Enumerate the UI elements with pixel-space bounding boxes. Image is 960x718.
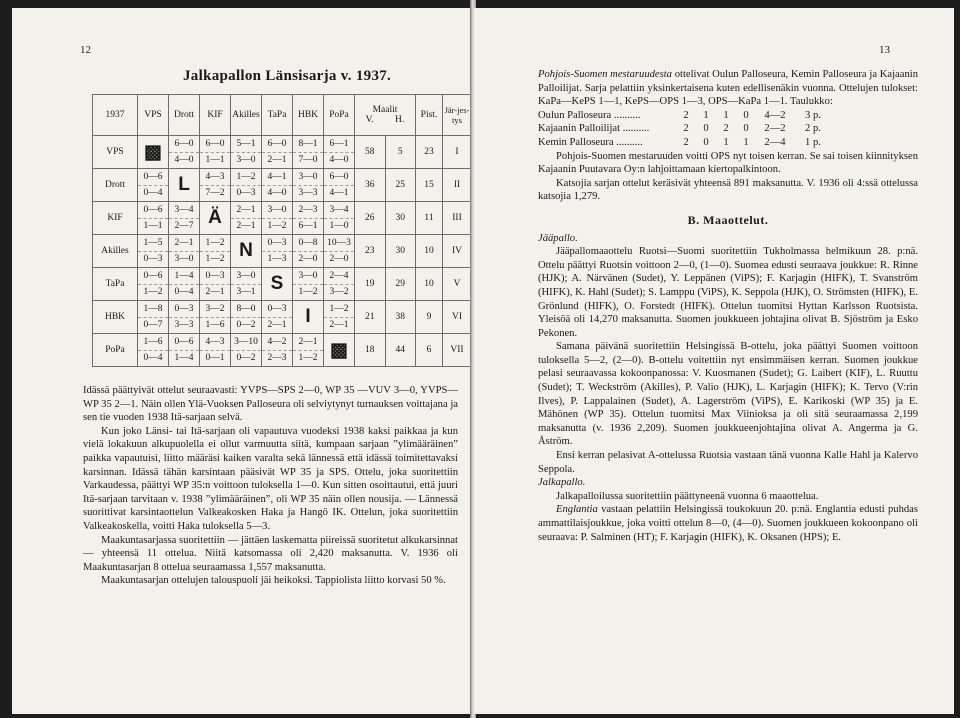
standings-drawn: 1 (723, 109, 729, 121)
rank: III (443, 202, 472, 235)
paragraph: Maakuntasarjassa suoritettiin — jättäen laskematta piireissä suoritetut alkukarsinnat — yhteensä 11 ottelua. Niitä katsomassa oli 2,420 maksanutta. V. 1936 oli Maakuntasarjan 8 ottelua seuraamassa 1,557 maksanutta. (83, 534, 458, 573)
match-result-cell (138, 334, 169, 367)
standings-won: 0 (703, 136, 709, 148)
goals-against: 30 (385, 202, 416, 235)
match-result-cell (169, 202, 200, 235)
match-score: 8—1 (293, 136, 323, 153)
left-page (12, 8, 473, 714)
rank: I (443, 136, 472, 169)
points: 15 (416, 169, 443, 202)
standings-points: 1 p. (805, 136, 821, 148)
maalit-v-label: V. (365, 115, 374, 125)
match-score: 4—3 (200, 169, 230, 186)
match-result-cell (231, 301, 262, 334)
col-header: TaPa (262, 95, 293, 136)
match-score: 6—1 (324, 136, 354, 153)
match-result-cell (293, 202, 324, 235)
match-score: 2—7 (174, 221, 194, 232)
match-score: 2—4 (324, 268, 354, 285)
match-score: 0—6 (138, 169, 168, 186)
rank: II (443, 169, 472, 202)
diagonal-letter: I (293, 301, 324, 334)
match-result-cell (324, 268, 355, 301)
table-row (93, 136, 472, 169)
goals-against: 38 (385, 301, 416, 334)
match-result-cell (200, 136, 231, 169)
match-score: 0—8 (293, 235, 323, 252)
match-score: 4—3 (200, 334, 230, 351)
match-result-cell (293, 169, 324, 202)
match-result-cell (138, 235, 169, 268)
match-result-cell (200, 235, 231, 268)
match-score: 1—1 (143, 221, 163, 232)
match-score: 0—3 (262, 301, 292, 318)
points: 11 (416, 202, 443, 235)
match-score: 3—0 (236, 155, 256, 166)
match-score: 0—2 (236, 353, 256, 364)
team-name: TaPa (93, 268, 138, 301)
rank: V (443, 268, 472, 301)
match-result-cell (200, 334, 231, 367)
paragraph: Kun joko Länsi- tai Itä-sarjaan oli vapautuva vuodeksi 1938 kaksi paikkaa ja kun vielä lokakuun alkupuolella ei ollut varmuutta siitä, kumpaan sarjaan ”ylimääräinen” paikka vapautuisi, liitto määräsi kaiken varalta sekä lännessä että idässä toimitettavaksi karsinnan. Idässä tähän karsintaan pääsivät WP 35 ja SPS. Ottelu, joka suoritettiin Varkaudessa, päättyi WP 35:n voittoon tuloksella 1—0. Kun sitten osoittautui, että juuri Itä-sarjaan tarvitaan v. 1938 ”ylimääräinen”, oli WP 35 näin ollen nousija. — Lännessä suorittivat karsintaottelun Valkeakosken Haka ja Hangö IK. Ottelun, joka suoritettiin Valkeakoskella, voitti Haka tuloksella 5—3. (83, 425, 458, 532)
match-score: 6—0 (324, 169, 354, 186)
match-result-cell (231, 169, 262, 202)
match-result-cell (138, 169, 169, 202)
page-number: 12 (80, 44, 91, 56)
match-score: 3—3 (298, 188, 318, 199)
match-score: 1—2 (205, 254, 225, 265)
goals-for: 21 (355, 301, 386, 334)
team-name: PoPa (93, 334, 138, 367)
table-body (93, 136, 472, 367)
match-score: 2—3 (293, 202, 323, 219)
match-score: 8—0 (231, 301, 261, 318)
results-table (92, 94, 472, 367)
right-page (474, 8, 954, 714)
match-result-cell (169, 334, 200, 367)
standings-team: Oulun Palloseura .......... (538, 109, 641, 121)
points: 23 (416, 136, 443, 169)
standings-points: 3 p. (805, 109, 821, 121)
year-cell: 1937 (93, 95, 138, 136)
match-score: 6—0 (169, 136, 199, 153)
left-body-text (83, 384, 458, 588)
match-score: 2—0 (298, 254, 318, 265)
col-header: PoPa (324, 95, 355, 136)
standings-team: Kajaanin Palloilijat .......... (538, 123, 650, 135)
rank: VII (443, 334, 472, 367)
paragraph: Maakuntasarjan ottelujen talouspuoli jäi heikoksi. Tappiolista liitto korvasi 50 %. (101, 575, 446, 587)
match-score: 2—1 (236, 221, 256, 232)
match-result-cell (169, 301, 200, 334)
match-score: 0—1 (205, 353, 225, 364)
diagonal-letter: L (169, 169, 200, 202)
match-result-cell (293, 334, 324, 367)
table-row (93, 169, 472, 202)
section-heading: B. Maaottelut. (687, 212, 769, 227)
match-result-cell (169, 268, 200, 301)
match-result-cell (200, 268, 231, 301)
match-score: 1—2 (200, 235, 230, 252)
match-score: 3—0 (293, 268, 323, 285)
match-score: 2—3 (267, 353, 287, 364)
goals-for: 58 (355, 136, 386, 169)
match-score: 3—4 (169, 202, 199, 219)
pist-header: Pist. (416, 95, 443, 136)
match-result-cell (138, 301, 169, 334)
match-result-cell (293, 268, 324, 301)
goals-for: 19 (355, 268, 386, 301)
match-result-cell (262, 202, 293, 235)
match-result-cell (262, 235, 293, 268)
match-score: 3—0 (262, 202, 292, 219)
match-score: 0—3 (262, 235, 292, 252)
match-score: 1—2 (298, 353, 318, 364)
match-score: 4—0 (267, 188, 287, 199)
match-score: 0—3 (236, 188, 256, 199)
match-result-cell (200, 301, 231, 334)
team-name: Drott (93, 169, 138, 202)
match-score: 1—2 (231, 169, 261, 186)
match-result-cell (169, 235, 200, 268)
diagonal-letter: ▩ (324, 334, 355, 367)
subsection-title: Jääpallo. (538, 232, 578, 244)
match-result-cell (262, 301, 293, 334)
paragraph: Jalkapalloilussa suoritettiin päättyneenä vuonna 6 maaottelua. (556, 490, 819, 502)
standings-played: 2 (683, 123, 689, 135)
match-score: 0—6 (169, 334, 199, 351)
paragraph: Katsojia sarjan ottelut keräsivät yhteensä 891 maksanutta. V. 1936 oli 4:ssä ottelussa katsojia 1,279. (538, 177, 918, 203)
subsection-title: Jalkapallo. (538, 477, 586, 489)
standings-points: 2 p. (805, 123, 821, 135)
col-header: Akilles (231, 95, 262, 136)
rank: VI (443, 301, 472, 334)
match-result-cell (138, 202, 169, 235)
match-score: 1—6 (138, 334, 168, 351)
match-score: 1—1 (205, 155, 225, 166)
goals-for: 18 (355, 334, 386, 367)
match-score: 0—4 (174, 287, 194, 298)
paragraph: Pohjois-Suomen mestaruuden voitti OPS nyt toisen kerran. Se sai toisen kiinnityksen Kajaanin Puutavara Oy:n lahjoittamaan kiertopalkintoon. (538, 150, 918, 176)
intro-paragraph: Pohjois-Suomen mestaruudesta ottelivat Oulun Palloseura, Kemin Palloseura ja Kajaanin Palloilijat. Sarja pelattiin yksinkertaisena kuten edellisenäkin vuonna. Ottelujen tulokset: KaPa—KePS 1—1, KePS—OPS 1—3, OPS—KaPa 1—1. Taulukko: (538, 69, 918, 108)
standings-goals: 2—2 (764, 123, 786, 135)
match-result-cell (324, 169, 355, 202)
match-score: 1—4 (174, 353, 194, 364)
match-score: 1—6 (205, 320, 225, 331)
paragraph: Englantia vastaan pelattiin Helsingissä toukokuun 20. p:nä. Englantia edusti puhdas ammattilaisjoukkue, joka voitti ottelun 8—0, (4—0). Suomen joukkueen kokoonpano oli seuraava: P. Salminen (HT); F. Karjagin (HIFK), K. Oksanen (HPS); E. (538, 504, 918, 543)
match-result-cell (231, 268, 262, 301)
match-score: 6—0 (200, 136, 230, 153)
table-header-row (93, 95, 472, 136)
col-header: KIF (200, 95, 231, 136)
match-score: 3—10 (231, 334, 261, 351)
col-header: VPS (138, 95, 169, 136)
match-score: 2—1 (231, 202, 261, 219)
standings-played: 2 (683, 136, 689, 148)
jarjestys-header: Jär-jes-tys (443, 95, 472, 136)
match-score: 3—0 (231, 268, 261, 285)
match-result-cell (262, 334, 293, 367)
match-result-cell (231, 334, 262, 367)
match-score: 3—2 (329, 287, 349, 298)
match-result-cell (200, 169, 231, 202)
match-result-cell (293, 136, 324, 169)
match-result-cell (231, 136, 262, 169)
standings-lost: 1 (743, 136, 749, 148)
standings-row (538, 136, 918, 150)
maalit-h-label: H. (395, 115, 405, 125)
match-score: 0—3 (143, 254, 163, 265)
match-result-cell (324, 235, 355, 268)
match-score: 2—1 (293, 334, 323, 351)
match-score: 4—0 (174, 155, 194, 166)
match-score: 1—2 (298, 287, 318, 298)
match-score: 0—6 (138, 268, 168, 285)
match-score: 0—7 (143, 320, 163, 331)
match-score: 1—5 (138, 235, 168, 252)
match-score: 2—1 (169, 235, 199, 252)
table-title: Jalkapallon Länsisarja v. 1937. (183, 68, 392, 84)
match-score: 7—2 (205, 188, 225, 199)
diagonal-letter: S (262, 268, 293, 301)
standings-table (538, 109, 918, 150)
goals-for: 26 (355, 202, 386, 235)
paragraph: Ensi kerran pelasivat A-ottelussa Ruotsia vastaan tänä vuonna Kalle Hahl ja Kalervo Seppola. (538, 450, 918, 475)
match-score: 7—0 (298, 155, 318, 166)
goals-against: 25 (385, 169, 416, 202)
goals-for: 23 (355, 235, 386, 268)
match-score: 4—0 (329, 155, 349, 166)
rank: IV (443, 235, 472, 268)
match-score: 6—1 (298, 221, 318, 232)
match-score: 4—1 (262, 169, 292, 186)
match-score: 1—3 (267, 254, 287, 265)
match-score: 1—2 (267, 221, 287, 232)
match-score: 1—4 (169, 268, 199, 285)
match-result-cell (231, 202, 262, 235)
match-score: 2—1 (329, 320, 349, 331)
goals-against: 44 (385, 334, 416, 367)
standings-lost: 0 (743, 123, 749, 135)
goals-against: 5 (385, 136, 416, 169)
match-result-cell (262, 136, 293, 169)
maalit-label: Maalit (372, 105, 398, 115)
match-score: 2—1 (267, 320, 287, 331)
points: 10 (416, 235, 443, 268)
points: 6 (416, 334, 443, 367)
match-score: 3—0 (174, 254, 194, 265)
standings-drawn: 1 (723, 136, 729, 148)
table-row (93, 301, 472, 334)
standings-played: 2 (683, 109, 689, 121)
match-result-cell (138, 268, 169, 301)
paragraph: Jääpallomaaottelu Ruotsi—Suomi suoritettiin Tukholmassa helmikuun 28. p:nä. Ottelu päättyi Ruotsin voittoon 2—0, (1—0). Suomea edusti seuraava joukkue: R. Rinne (HJK); A. Närvänen (Sudet), Y. Leppänen (ViPS); F. Karjagin (HIFK), T. Svanström (HIFK), K. Hahl (Sudet); S. Lamppu (ViPS), K. Seppola (HJK), O. Strömsten (HIFK), E. Grönlund (HIFK), O. Forstedt (HIFK). Ottelun tuomitsi Hyttan Karlsson Ruotsista. Yleisöä oli 14,270 maksanutta. Suomen joukkueen johtajina olivat B. Sjöström ja Esko Pekonen. (538, 246, 918, 339)
match-score: 2—1 (205, 287, 225, 298)
table-row (93, 268, 472, 301)
points: 10 (416, 268, 443, 301)
match-score: 0—3 (200, 268, 230, 285)
match-result-cell (262, 169, 293, 202)
table-row (93, 334, 472, 367)
col-header: HBK (293, 95, 324, 136)
match-score: 3—4 (324, 202, 354, 219)
standings-goals: 4—2 (764, 109, 786, 121)
paragraph: Idässä päättyivät ottelut seuraavasti: YVPS—SPS 2—0, WP 35 —VUV 3—0, YVPS—WP 35 2—1. Näin ollen Ylä-Vuoksen Palloseura oli selviytynyt turnauksen voittajana ja sen tie vuoden 1938 Itä-sarjaan selvä. (83, 385, 458, 424)
team-name: KIF (93, 202, 138, 235)
match-score: 3—2 (200, 301, 230, 318)
table-row (93, 235, 472, 268)
standings-row (538, 109, 918, 123)
team-name: HBK (93, 301, 138, 334)
standings-won: 0 (703, 123, 709, 135)
match-score: 0—4 (143, 188, 163, 199)
match-result-cell (324, 136, 355, 169)
diagonal-letter: ▩ (138, 136, 169, 169)
diagonal-letter: Ä (200, 202, 231, 235)
match-score: 0—6 (138, 202, 168, 219)
standings-goals: 2—4 (764, 136, 786, 148)
match-result-cell (169, 136, 200, 169)
maalit-sub (355, 115, 415, 125)
match-score: 2—1 (267, 155, 287, 166)
match-score: 2—0 (329, 254, 349, 265)
match-score: 1—8 (138, 301, 168, 318)
match-score: 0—3 (169, 301, 199, 318)
table-row (93, 202, 472, 235)
match-score: 4—1 (329, 188, 349, 199)
match-score: 5—1 (231, 136, 261, 153)
standings-won: 1 (703, 109, 709, 121)
points: 9 (416, 301, 443, 334)
match-score: 3—0 (293, 169, 323, 186)
match-score: 1—2 (324, 301, 354, 318)
match-score: 3—1 (236, 287, 256, 298)
paragraph: Samana päivänä suoritettiin Helsingissä B-ottelu, joka päättyi Suomen voittoon tuloksella 5—2, (2—0). B-ottelu voitettiin nyt ensimmäisen kerran. Suomen joukkue pelasi seuraavassa kokoonpanossa: V. Kuosmanen (Sudet); G. Laibert (KIF), L. Ruuttu (Sudet); T. Weckström (Akilles), P. Valio (HJK), L. Karjagin (HIFK); K. Tervo (V:rin Ilves), P. Lappalainen (Sudet), A. Lagerström (ViPS), E. Karikoski (WP 35) ja E. Mähönen (WP 35). Ottelun tuomitsi Max Viinioksa ja oli sitä seuraamassa 2,199 maksanutta (v. 1936 2,209). Suomen joukkueenjohtajina olivat A. Angerma ja G. Åström. (538, 341, 918, 448)
match-score: 3—3 (174, 320, 194, 331)
diagonal-letter: N (231, 235, 262, 268)
match-score: 4—2 (262, 334, 292, 351)
match-result-cell (324, 301, 355, 334)
match-result-cell (293, 235, 324, 268)
match-score: 1—0 (329, 221, 349, 232)
match-score: 10—3 (324, 235, 354, 252)
match-score: 0—2 (236, 320, 256, 331)
standings-row (538, 122, 918, 136)
match-score: 6—0 (262, 136, 292, 153)
standings-drawn: 2 (723, 123, 729, 135)
team-name: VPS (93, 136, 138, 169)
maalit-header (355, 95, 416, 136)
page-number: 13 (879, 44, 890, 56)
standings-lost: 0 (743, 109, 749, 121)
col-header: Drott (169, 95, 200, 136)
goals-against: 29 (385, 268, 416, 301)
match-score: 0—4 (143, 353, 163, 364)
match-score: 1—2 (143, 287, 163, 298)
standings-team: Kemin Palloseura .......... (538, 136, 643, 148)
goals-for: 36 (355, 169, 386, 202)
right-body-text (538, 68, 918, 544)
team-name: Akilles (93, 235, 138, 268)
goals-against: 30 (385, 235, 416, 268)
match-result-cell (324, 202, 355, 235)
